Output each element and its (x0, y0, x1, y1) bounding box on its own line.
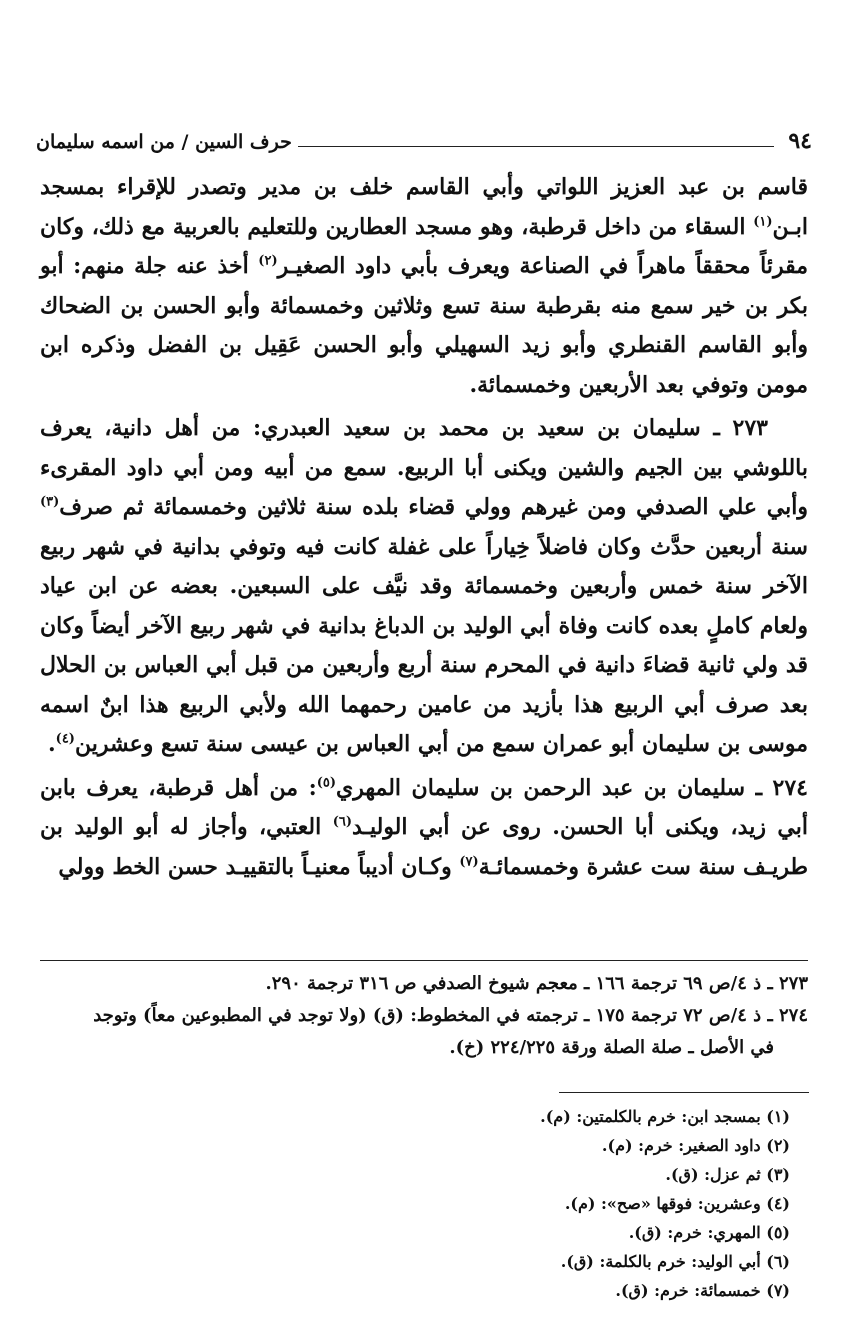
footnote-6: (٦) أبي الوليد: خرم بالكلمة: (ق). (560, 1252, 790, 1271)
text-segment: السقاء من داخل قرطبة، وهو مسجد العطارين وللتعليم بالعربية مع ذلك، وكان مقرئاً محققاً ماهراً في الصناعة ويعرف بأبي داود الصغيـر (40, 213, 808, 279)
main-text (40, 168, 808, 891)
footnote-marker: (٦) (332, 814, 352, 830)
footnote-marker: (٣) (40, 494, 60, 510)
footnote-3: (٣) ثم عزل: (ق). (665, 1165, 790, 1184)
entry-274 (40, 769, 808, 888)
text-segment: قاسم بن عبد العزيز اللواتي وأبي القاسم خلف بن مدير وتصدر للإقراء بمسجد ابـن (40, 174, 808, 240)
header-rule (298, 146, 775, 147)
page-number: ٩٤ (788, 128, 812, 154)
entry-273 (40, 409, 808, 765)
footnote-marker: (٢) (258, 253, 278, 269)
text-segment: أخذ عنه جلة منهم: أبو بكر بن خير سمع منه بقرطبة سنة تسع وثلاثين وخمسمائة وأبو الحسن بن الضحاك وأبو القاسم القنطري وأبو زيد السهيلي وأبو الحسن عَقِيل بن الفضل وذكره ابن مومن وتوفي بعد الأربعين وخمسمائة. (40, 253, 808, 398)
text-segment: سنة أربعين حدَّث وكان فاضلاً خِياراً على غفلة كانت فيه وتوفي بدانية في شهر ربيع الآخر سنة خمس وأربعين وخمسمائة وقد نيَّف على السبعين. بعضه عن ابن عياد ولعام كاملٍ بعده كانت وفاة أبي الوليد بن الدباغ بدانية في شهر ربيع الآخر أيضاً وكان قد ولي ثانية قضاءَ دانية في المحرم سنة أربع وأربعين من قبل أبي العباس بن الحلال بعد صرف أبي الربيع هذا بأزيد من عامين رحمهما الله ولأبي الربيع هذا ابنٌ اسمه موسى بن سليمان أبو عمران سمع من أبي العباس بن عيسى سنة تسع وعشرين (40, 533, 808, 757)
reference-274: ٢٧٤ ـ ذ ٤/ص ٧٢ ترجمة ١٧٥ ـ ترجمته في المخطوط: (ق) (ولا توجد في المطبوعين معاً) وتوجد (93, 1005, 808, 1026)
reference-divider (40, 960, 808, 961)
reference-274-continued: في الأصل ـ صلة الصلة ورقة ٢٢٤/٢٢٥ (خ). (449, 1037, 774, 1058)
text-segment: : من أهل قرطبة، يعرف بابن أبي زيد، ويكنى أبا الحسن. روى عن أبي الوليـد (40, 774, 808, 840)
footnote-marker: (٤) (55, 731, 75, 747)
paragraph-continuation (40, 168, 808, 405)
footnote-7: (٧) خمسمائة: خرم: (ق). (615, 1281, 790, 1300)
text-segment: ٢٧٤ ـ سليمان بن عبد الرحمن بن سليمان المهري (335, 774, 808, 801)
text-segment: وكـان أديباً معنيـاً بالتقييـد حسن الخط وولي (58, 853, 452, 880)
text-segment: العتبي، وأجاز له أبو الوليد بن طريـف سنة ست عشرة وخمسمائـة (40, 814, 808, 880)
references-block (40, 968, 808, 1064)
footnote-2: (٢) داود الصغير: خرم: (م). (601, 1136, 790, 1155)
footnotes-list (40, 1102, 808, 1305)
notes-divider (559, 1092, 809, 1093)
reference-273: ٢٧٣ ـ ذ ٤/ص ٦٩ ترجمة ١٦٦ ـ معجم شيوخ الصدفي ص ٣١٦ ترجمة ٢٩٠. (265, 973, 808, 994)
footnote-marker: (٥) (316, 775, 336, 791)
page-header (36, 116, 812, 152)
running-title: حرف السين / من اسمه سليمان (36, 131, 292, 153)
footnote-5: (٥) المهري: خرم: (ق). (628, 1223, 790, 1242)
footnote-marker: (٧) (459, 854, 479, 870)
footnote-1: (١) بمسجد ابن: خرم بالكلمتين: (م). (540, 1107, 790, 1126)
footnote-marker: (١) (753, 214, 773, 230)
text-segment: ٢٧٣ ـ سليمان بن سعيد بن محمد بن سعيد العبدري: من أهل دانية، يعرف باللوشي بين الجيم والشين ويكنى أبا الربيع. سمع من أبيه ومن أبي داود المقرىء وأبي علي الصدفي ومن غيرهم وولي قضاء بلده سنة ثلاثين وخمسمائة ثم صرف (40, 415, 808, 520)
footnote-4: (٤) وعشرين: فوقها «صح»: (م). (564, 1194, 790, 1213)
text-segment: . (47, 731, 56, 757)
